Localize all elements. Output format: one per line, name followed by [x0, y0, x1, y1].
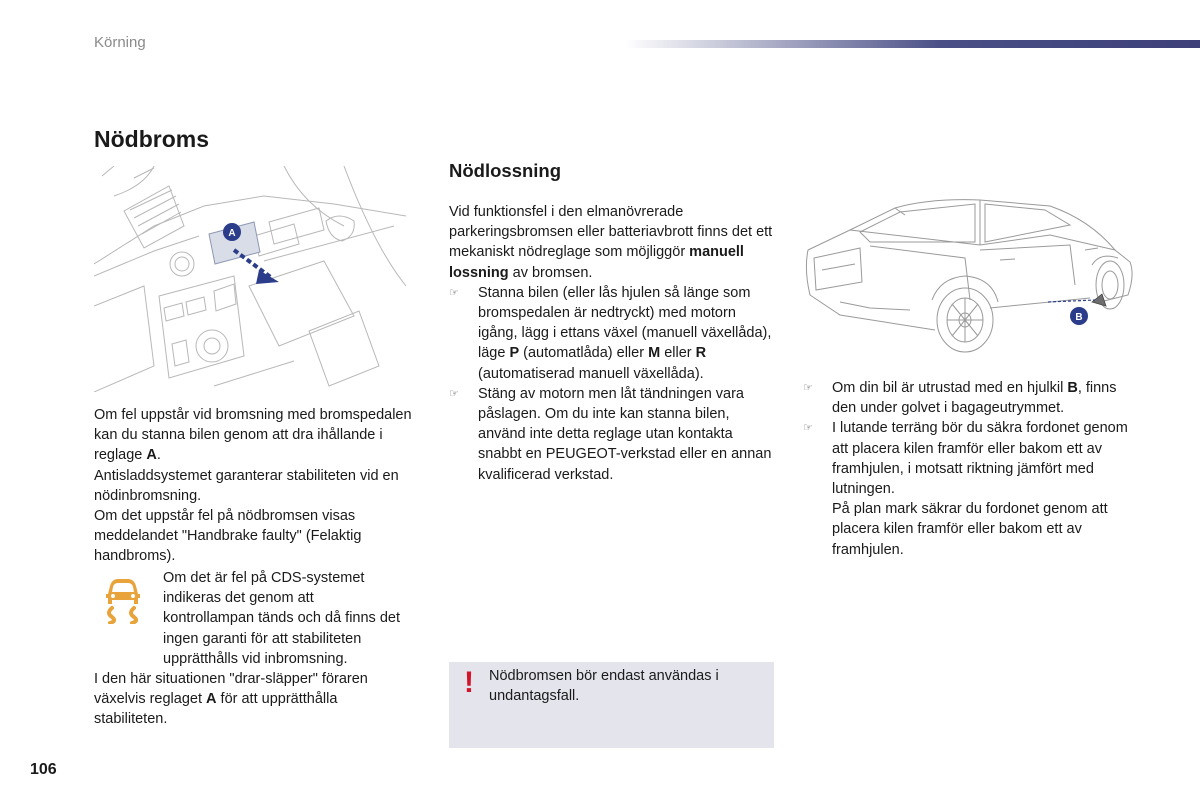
exclamation-icon: !	[464, 666, 474, 699]
continuation-paragraph: På plan mark säkrar du fordonet genom att placera kilen framför eller bakom ett av framhjulen.	[832, 501, 1108, 558]
paragraph-pull-release: I den här situationen "drar-släpper" föraren växelvis reglaget A för att upprätthålla stabiliteten.	[94, 671, 368, 728]
warning-box	[449, 662, 774, 748]
paragraph-fault-message: Om det uppstår fel på nödbromsen visas meddelandet "Handbrake faulty" (Felaktig handbroms).	[94, 508, 362, 565]
skid-warning-icon	[100, 576, 146, 624]
list-item: ☞ Om din bil är utrustad med en hjulkil B, finns den under golvet i bagageutrymmet.	[803, 380, 1117, 417]
header-bar	[625, 40, 1200, 48]
page-number: 106	[30, 761, 57, 778]
callout-b: B	[1075, 312, 1083, 323]
list-item: ☞ Stanna bilen (eller lås hjulen så länge som bromspedalen är nedtryckt) med motorn igång, lägg i ettans växel (manuell växellåda), läge P (automatlåda) eller M eller R (automatiserad manuell växellåda).	[449, 284, 772, 382]
list-item: ☞ Stäng av motorn men låt tändningen vara påslagen. Om du inte kan stanna bilen, använd inte detta reglage utan kontakta snabbt en PEUGEOT-verkstad eller en annan kvalificerad verkstad.	[449, 385, 772, 483]
middle-column	[449, 202, 774, 485]
bullet-marker-icon: ☞	[449, 387, 459, 400]
bullet-marker-icon: ☞	[449, 286, 459, 299]
page-title: Nödbroms	[94, 126, 209, 152]
middle-bullet-list	[449, 283, 774, 485]
paragraph-manual-braking: Om fel uppstår vid bromsning med bromspedalen kan du stanna bilen genom att dra ihållande i reglage A.	[94, 407, 412, 464]
subheading-emergency-release: Nödlossning	[449, 160, 562, 181]
callout-a: A	[228, 228, 236, 239]
intro-paragraph: Vid funktionsfel i den elmanövrerade parkeringsbromsen eller batteriavbrott finns det ett mekaniskt nödreglage som möjliggör manuell lossning av bromsen.	[449, 204, 773, 281]
right-bullet-list	[803, 378, 1133, 499]
cds-note: Om det är fel på CDS-systemet indikeras det genom att kontrollampan tänds och då finns det ingen garanti för att stabiliteten upprätthålls vid inbromsning.	[163, 570, 400, 667]
paragraph-stability: Antisladdsystemet garanterar stabiliteten vid en nödinbromsning.	[94, 467, 399, 504]
dashboard-illustration	[94, 166, 406, 392]
bullet-marker-icon: ☞	[803, 382, 813, 394]
list-item: ☞ I lutande terräng bör du säkra fordonet genom att placera kilen framför eller bakom ett av framhjulen, i motsatt riktning jämfört med lutningen.	[803, 420, 1128, 498]
left-column	[94, 405, 414, 567]
right-column	[803, 378, 1133, 560]
warning-text: Nödbromsen bör endast användas i undantagsfall.	[489, 668, 719, 705]
car-illustration	[800, 190, 1140, 360]
bullet-marker-icon: ☞	[803, 422, 813, 435]
section-label: Körning	[94, 34, 146, 51]
